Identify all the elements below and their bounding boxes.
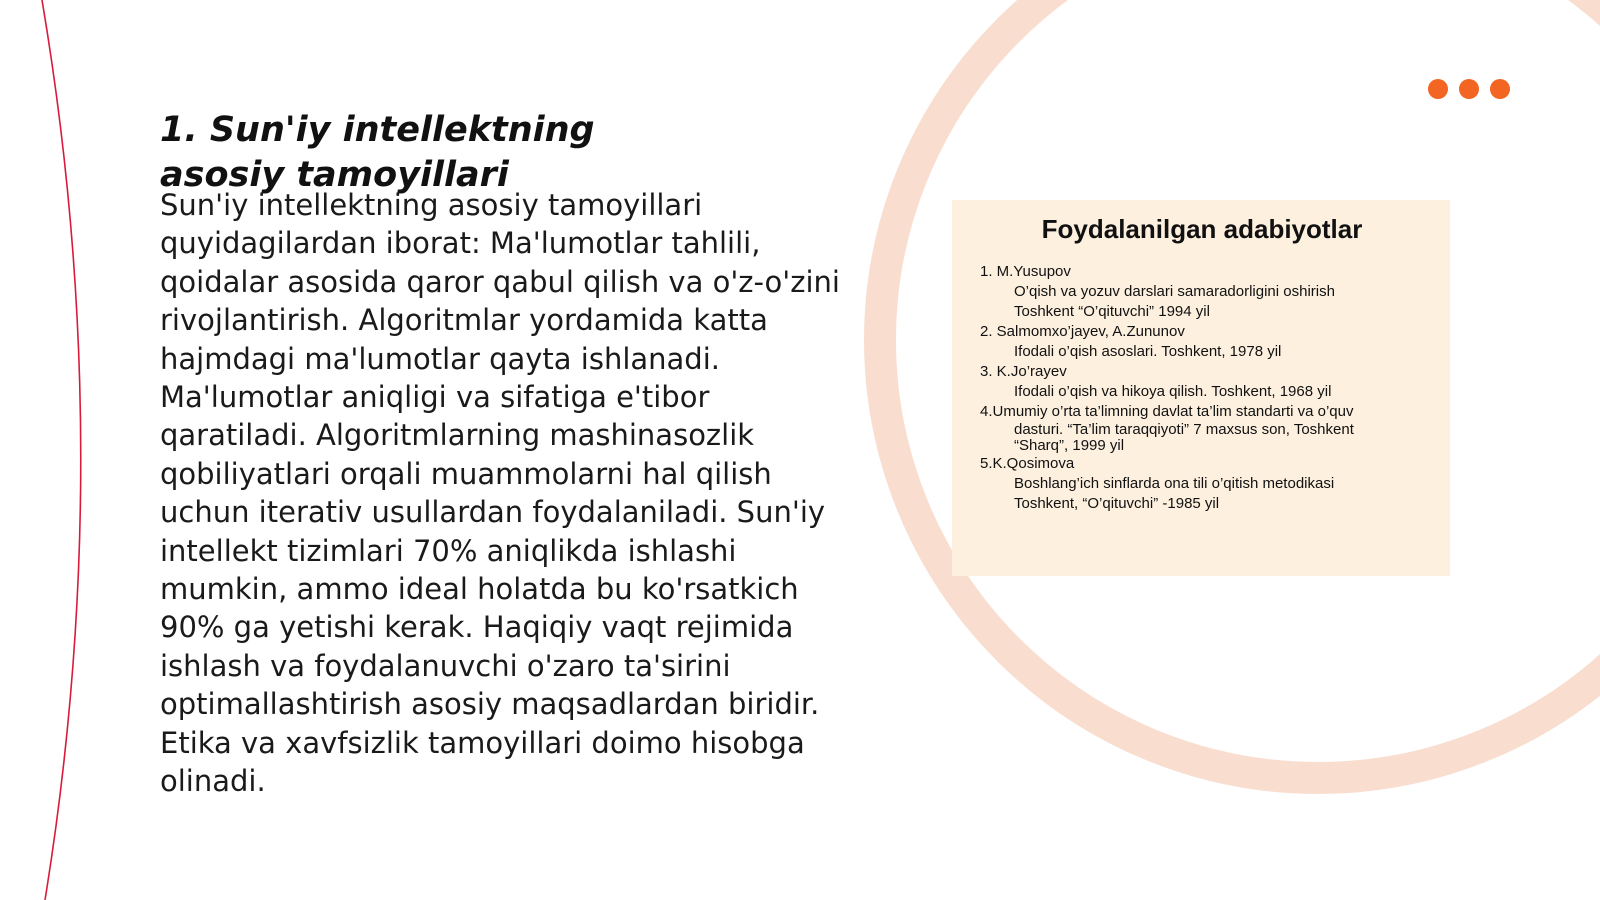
reference-item: [980, 262, 1424, 322]
references-title: Foydalanilgan adabiyotlar: [1041, 214, 1363, 244]
dot-icon: [1490, 79, 1510, 99]
reference-item: [980, 402, 1424, 454]
dot-icon: [1428, 79, 1448, 99]
reference-head: 4.Umumiy o’rta ta’limning davlat ta’lim standarti va o’quv: [980, 403, 1354, 420]
reference-line: Ifodali o’qish va hikoya qilish. Toshkent, 1968 yil: [1014, 383, 1332, 400]
reference-item: [980, 362, 1424, 402]
reference-line: “Sharq”, 1999 yil: [1014, 437, 1125, 454]
slide-title: 1. Sun'iy intellektning asosiy tamoyillari: [160, 110, 595, 195]
reference-head: 5.K.Qosimova: [980, 455, 1075, 472]
dot-icon: [1459, 79, 1479, 99]
references-card: [952, 200, 1450, 576]
reference-line: Toshkent “O’qituvchi” 1994 yil: [1014, 303, 1210, 320]
three-dots-icon: [1428, 79, 1510, 99]
reference-line: Ifodali o’qish asoslari. Toshkent, 1978 yil: [1014, 343, 1282, 360]
reference-head: 1. M.Yusupov: [980, 263, 1071, 280]
reference-head: 2. Salmomxo’jayev, A.Zununov: [980, 323, 1185, 340]
reference-line: dasturi. “Ta’lim taraqqiyoti” 7 maxsus son, Toshkent: [1014, 421, 1354, 438]
reference-line: O’qish va yozuv darslari samaradorligini oshirish: [1014, 283, 1335, 300]
reference-item: [980, 322, 1424, 362]
left-edge-curve: [42, 0, 81, 900]
slide-body-text: Sun'iy intellektning asosiy tamoyillari quyidagilardan iborat: Ma'lumotlar tahlili, qoidalar asosida qaror qabul qilish va o'z-o'zini rivojlantirish. Algoritmlar yordamida katta hajmdagi ma'lumotlar qayta ishlanadi. Ma'lumotlar aniqligi va sifatiga e'tibor qaratiladi. Algoritmlarning mashinasozlik qobiliyatlari orqali muammolarni hal qilish uchun iterativ usullardan foydalaniladi. Sun'iy intellekt tizimlari 70% aniqlikda ishlashi mumkin, ammo ideal holatda bu ko'rsatkich 90% ga yetishi kerak. Haqiqiy vaqt rejimida ishlash va foydalanuvchi o'zaro ta'sirini optimallashtirish asosiy maqsadlardan biridir. Etika va xavfsizlik tamoyillari doimo hisobga olinadi.: [160, 188, 840, 799]
reference-item: [980, 454, 1424, 514]
reference-head: 3. K.Jo’rayev: [980, 363, 1067, 380]
reference-line: Boshlang’ich sinflarda ona tili o’qitish metodikasi: [1014, 475, 1335, 492]
reference-line: Toshkent, “O’qituvchi” -1985 yil: [1014, 495, 1220, 512]
